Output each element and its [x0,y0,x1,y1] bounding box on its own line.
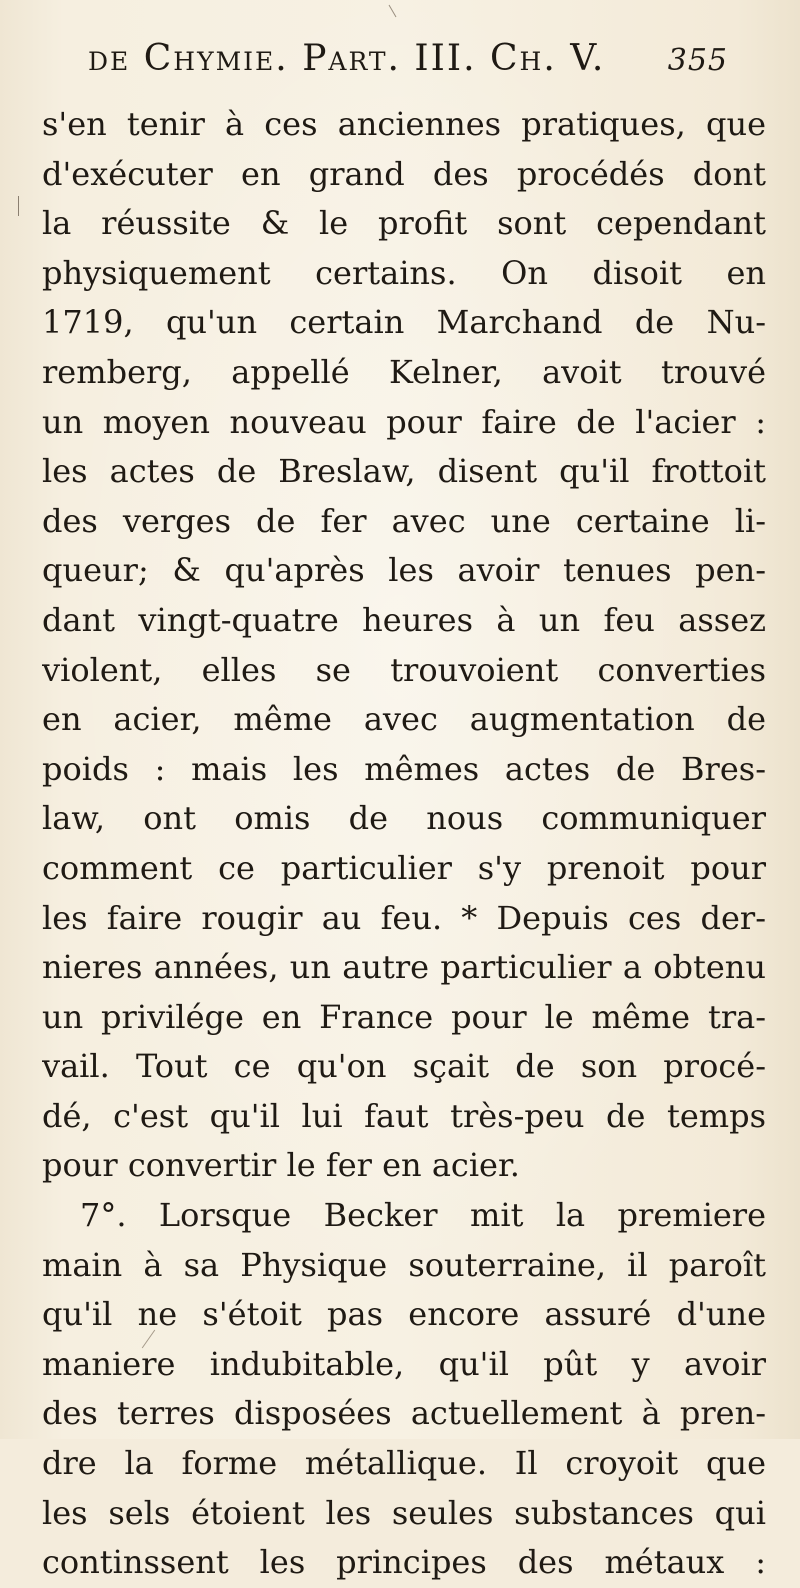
text-line: law, ont omis de nous communiquer [42,799,766,838]
text-line: les actes de Breslaw, disent qu'il frottoit [42,452,766,491]
text-line: des terres disposées actuellement à pren- [42,1394,766,1433]
text-line: dé, c'est qu'il lui faut très-peu de temps [42,1096,766,1135]
text-line: dre la forme métallique. Il croyoit que [42,1444,766,1483]
text-line: physiquement certains. On disoit en [42,253,766,292]
text-line: qu'il ne s'étoit pas encore assuré d'une [42,1295,766,1334]
page-number: 355 [667,43,728,78]
text-line: 7°. Lorsque Becker mit la premiere [80,1196,766,1235]
text-line: violent, elles se trouvoient converties [42,650,766,689]
text-line: remberg, appellé Kelner, avoit trouvé [42,352,766,391]
margin-mark [18,196,19,216]
text-line: en acier, même avec augmentation de [42,700,766,739]
text-line: comment ce particulier s'y prenoit pour [42,848,766,887]
text-line: dant vingt-quatre heures à un feu assez [42,600,766,639]
text-line: la réussite & le profit sont cependant [42,204,766,243]
text-line: les sels étoient les seules substances qui [42,1493,766,1532]
text-line: maniere indubitable, qu'il pût y avoir [42,1344,766,1383]
body-text [42,100,766,1588]
text-line: pour convertir le fer en acier. [42,1146,520,1185]
text-line: un moyen nouveau pour faire de l'acier : [42,402,766,441]
text-line: poids : mais les mêmes actes de Bres- [42,749,766,788]
text-line: des verges de fer avec une certaine li- [42,501,766,540]
text-line: vail. Tout ce qu'on sçait de son procé- [42,1047,766,1086]
text-line: les faire rougir au feu. * Depuis ces der- [42,898,766,937]
text-line: nieres années, un autre particulier a obtenu [42,948,766,987]
running-title: de Chymie. Part. III. Ch. V. [88,38,606,79]
page-header [88,38,728,92]
text-line: queur; & qu'après les avoir tenues pen- [42,551,766,590]
paper-speck [389,5,397,18]
text-line: 1719, qu'un certain Marchand de Nu- [42,303,766,342]
text-line: d'exécuter en grand des procédés dont [42,154,766,193]
text-line: un privilége en France pour le même tra- [42,997,766,1036]
text-line: s'en tenir à ces anciennes pratiques, que [42,105,766,143]
text-line: main à sa Physique souterraine, il paroît [42,1245,766,1284]
text-line: continssent les principes des métaux : [42,1543,766,1582]
